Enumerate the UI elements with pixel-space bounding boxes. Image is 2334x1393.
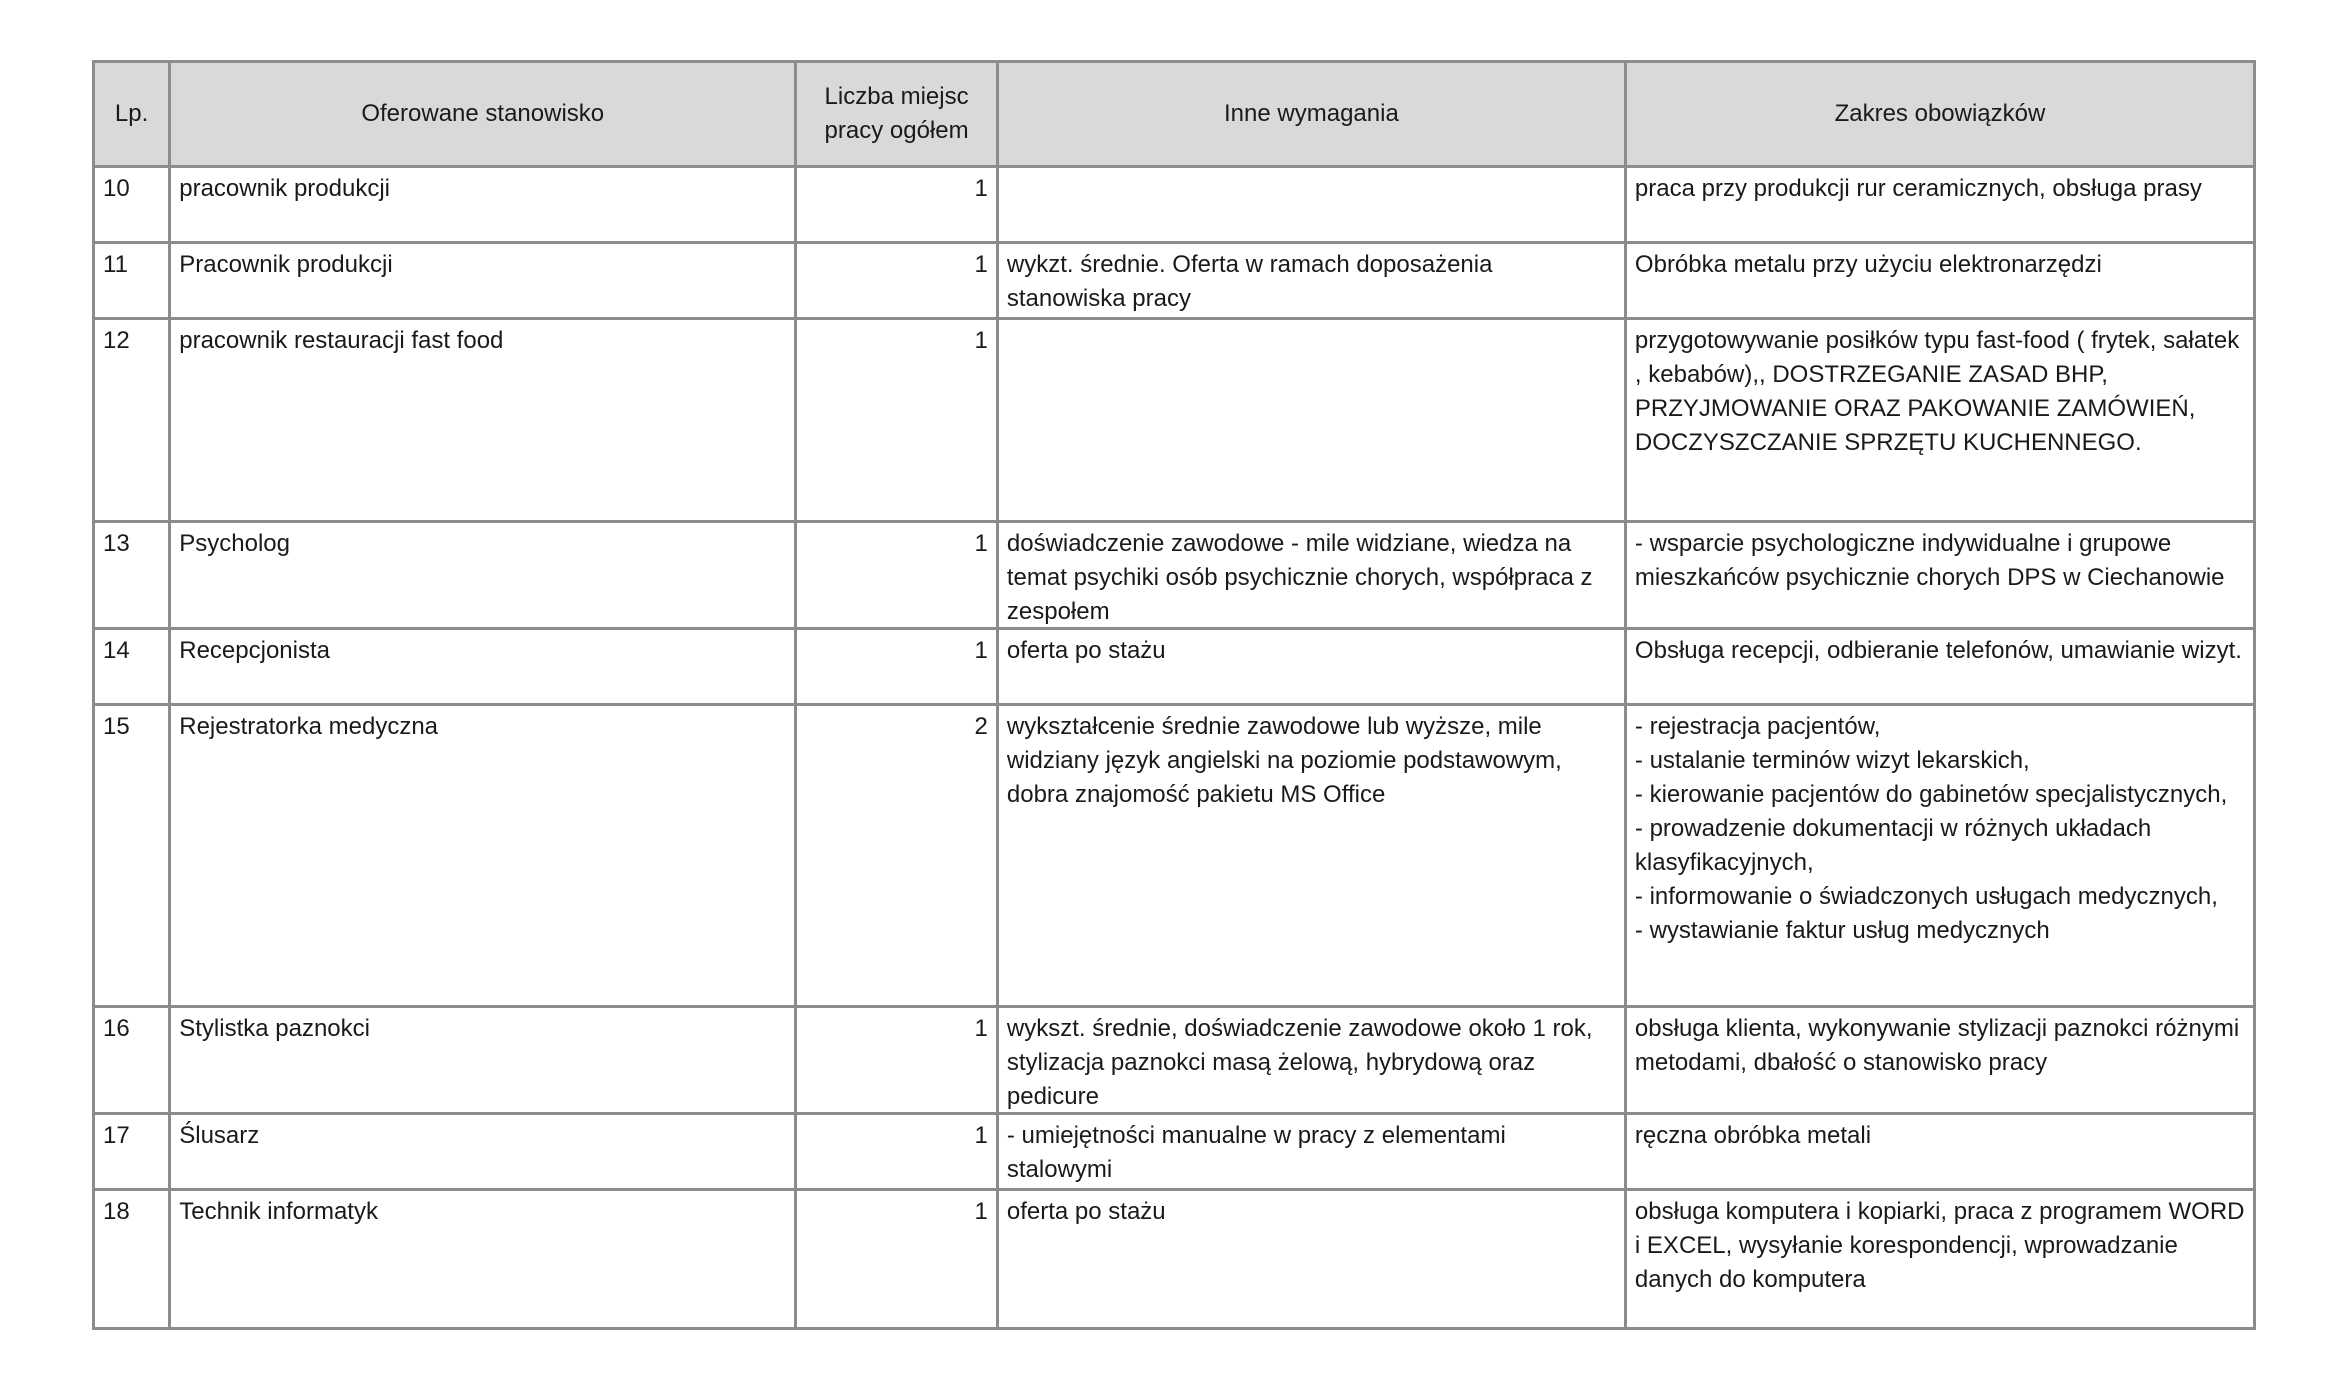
cell-count <box>796 1114 998 1190</box>
cell-requirements <box>997 1190 1625 1329</box>
cell-position-text: Recepcjonista <box>179 637 330 664</box>
cell-position-text: Psycholog <box>179 530 290 557</box>
cell-count <box>796 1007 998 1114</box>
cell-count <box>796 629 998 705</box>
table-row <box>94 522 2255 629</box>
cell-count-text: 1 <box>974 251 988 278</box>
cell-duties-text: obsługa klienta, wykonywanie stylizacji paznokci różnymi metodami, dbałość o stanowisko pracy <box>1634 1015 2240 1076</box>
cell-position <box>170 629 796 705</box>
cell-duties-text: - wsparcie psychologiczne indywidualne i grupowe mieszkańców psychicznie chorych DPS w Ciechanowie <box>1634 530 2225 591</box>
cell-position <box>170 1007 796 1114</box>
cell-count <box>796 243 998 319</box>
header-requirements: Inne wymagania <box>997 62 1625 167</box>
cell-lp <box>94 522 170 629</box>
cell-requirements-text: wykszt. średnie, doświadczenie zawodowe około 1 rok, stylizacja paznokci masą żelową, hybrydową oraz pedicure <box>1006 1015 1593 1110</box>
cell-position <box>170 167 796 243</box>
cell-lp-text: 18 <box>103 1198 130 1225</box>
cell-requirements-text: oferta po stażu <box>1006 637 1166 664</box>
cell-position <box>170 522 796 629</box>
table-row <box>94 705 2255 1007</box>
cell-position <box>170 1190 796 1329</box>
cell-position-text: pracownik restauracji fast food <box>179 327 504 354</box>
cell-lp-text: 14 <box>103 637 130 664</box>
cell-count <box>796 167 998 243</box>
cell-lp <box>94 167 170 243</box>
cell-duties <box>1625 1007 2254 1114</box>
cell-duties-text: Obróbka metalu przy użyciu elektronarzędzi <box>1634 251 2102 278</box>
cell-count-text: 1 <box>974 530 988 557</box>
cell-duties <box>1625 167 2254 243</box>
cell-duties-text: Obsługa recepcji, odbieranie telefonów, umawianie wizyt. <box>1634 637 2242 664</box>
table-row <box>94 319 2255 522</box>
cell-requirements <box>997 319 1625 522</box>
cell-count <box>796 319 998 522</box>
cell-requirements <box>997 705 1625 1007</box>
table-row <box>94 1114 2255 1190</box>
cell-position <box>170 319 796 522</box>
header-count: Liczba miejsc pracy ogółem <box>796 62 998 167</box>
cell-duties <box>1625 1114 2254 1190</box>
cell-count-text: 1 <box>974 1122 988 1149</box>
cell-duties-text: - rejestracja pacjentów, - ustalanie terminów wizyt lekarskich, - kierowanie pacjentów do gabinetów specjalistycznych, - prowadzenie dokumentacji w różnych układach klasyfikacyjnych, - informowanie o świadczonych usługach medycznych, - wystawianie faktur usług medycznych <box>1634 713 2228 944</box>
cell-lp <box>94 243 170 319</box>
cell-duties <box>1625 1190 2254 1329</box>
cell-position-text: Ślusarz <box>179 1122 260 1149</box>
cell-lp-text: 13 <box>103 530 130 557</box>
table-row <box>94 629 2255 705</box>
cell-duties <box>1625 319 2254 522</box>
cell-lp-text: 10 <box>103 175 130 202</box>
cell-lp <box>94 629 170 705</box>
header-position: Oferowane stanowisko <box>170 62 796 167</box>
cell-count <box>796 1190 998 1329</box>
cell-count <box>796 522 998 629</box>
cell-lp <box>94 319 170 522</box>
cell-lp-text: 16 <box>103 1015 130 1042</box>
header-duties: Zakres obowiązków <box>1625 62 2254 167</box>
cell-position-text: Stylistka paznokci <box>179 1015 370 1042</box>
header-row <box>94 62 2255 167</box>
job-offers-table <box>92 60 2256 1330</box>
cell-count <box>796 705 998 1007</box>
cell-count-text: 2 <box>974 713 988 740</box>
cell-requirements <box>997 1114 1625 1190</box>
cell-requirements-text: wykzt. średnie. Oferta w ramach doposażenia stanowiska pracy <box>1006 251 1493 312</box>
cell-lp <box>94 1190 170 1329</box>
cell-lp <box>94 1007 170 1114</box>
cell-count-text: 1 <box>974 1015 988 1042</box>
cell-lp <box>94 705 170 1007</box>
cell-position <box>170 705 796 1007</box>
cell-duties-text: obsługa komputera i kopiarki, praca z programem WORD i EXCEL, wysyłanie korespondencji, wprowadzanie danych do komputera <box>1634 1198 2245 1293</box>
table-row <box>94 243 2255 319</box>
cell-lp-text: 11 <box>103 251 128 278</box>
table-row <box>94 1007 2255 1114</box>
cell-position <box>170 243 796 319</box>
cell-duties-text: ręczna obróbka metali <box>1634 1122 1872 1149</box>
table-row <box>94 167 2255 243</box>
header-lp: Lp. <box>94 62 170 167</box>
cell-lp <box>94 1114 170 1190</box>
cell-duties <box>1625 522 2254 629</box>
cell-duties-text: praca przy produkcji rur ceramicznych, obsługa prasy <box>1634 175 2202 202</box>
cell-lp-text: 17 <box>103 1122 130 1149</box>
cell-duties <box>1625 243 2254 319</box>
cell-count-text: 1 <box>974 175 988 202</box>
cell-requirements <box>997 1007 1625 1114</box>
cell-requirements-text: oferta po stażu <box>1006 1198 1166 1225</box>
cell-lp-text: 15 <box>103 713 130 740</box>
cell-position-text: pracownik produkcji <box>179 175 390 202</box>
cell-count-text: 1 <box>974 637 988 664</box>
cell-position-text: Pracownik produkcji <box>179 251 393 278</box>
cell-count-text: 1 <box>974 327 988 354</box>
cell-duties <box>1625 705 2254 1007</box>
cell-requirements-text: wykształcenie średnie zawodowe lub wyższe, mile widziany język angielski na poziomie podstawowym, dobra znajomość pakietu MS Office <box>1006 713 1562 808</box>
cell-requirements <box>997 243 1625 319</box>
cell-lp-text: 12 <box>103 327 130 354</box>
cell-count-text: 1 <box>974 1198 988 1225</box>
cell-requirements <box>997 522 1625 629</box>
cell-duties <box>1625 629 2254 705</box>
cell-position-text: Technik informatyk <box>179 1198 378 1225</box>
cell-requirements-text: - umiejętności manualne w pracy z elementami stalowymi <box>1006 1122 1506 1183</box>
cell-duties-text: przygotowywanie posiłków typu fast-food ( frytek, sałatek , kebabów),, DOSTRZEGANIE ZASAD BHP, PRZYJMOWANIE ORAZ PAKOWANIE ZAMÓWIEŃ, DOCZYSZCZANIE SPRZĘTU KUCHENNEGO. <box>1634 327 2240 456</box>
table-body <box>94 167 2255 1329</box>
cell-requirements <box>997 167 1625 243</box>
cell-position-text: Rejestratorka medyczna <box>179 713 439 740</box>
cell-requirements <box>997 629 1625 705</box>
table-row <box>94 1190 2255 1329</box>
cell-requirements-text: doświadczenie zawodowe - mile widziane, wiedza na temat psychiki osób psychicznie chorych, współpraca z zespołem <box>1006 530 1593 625</box>
cell-position <box>170 1114 796 1190</box>
